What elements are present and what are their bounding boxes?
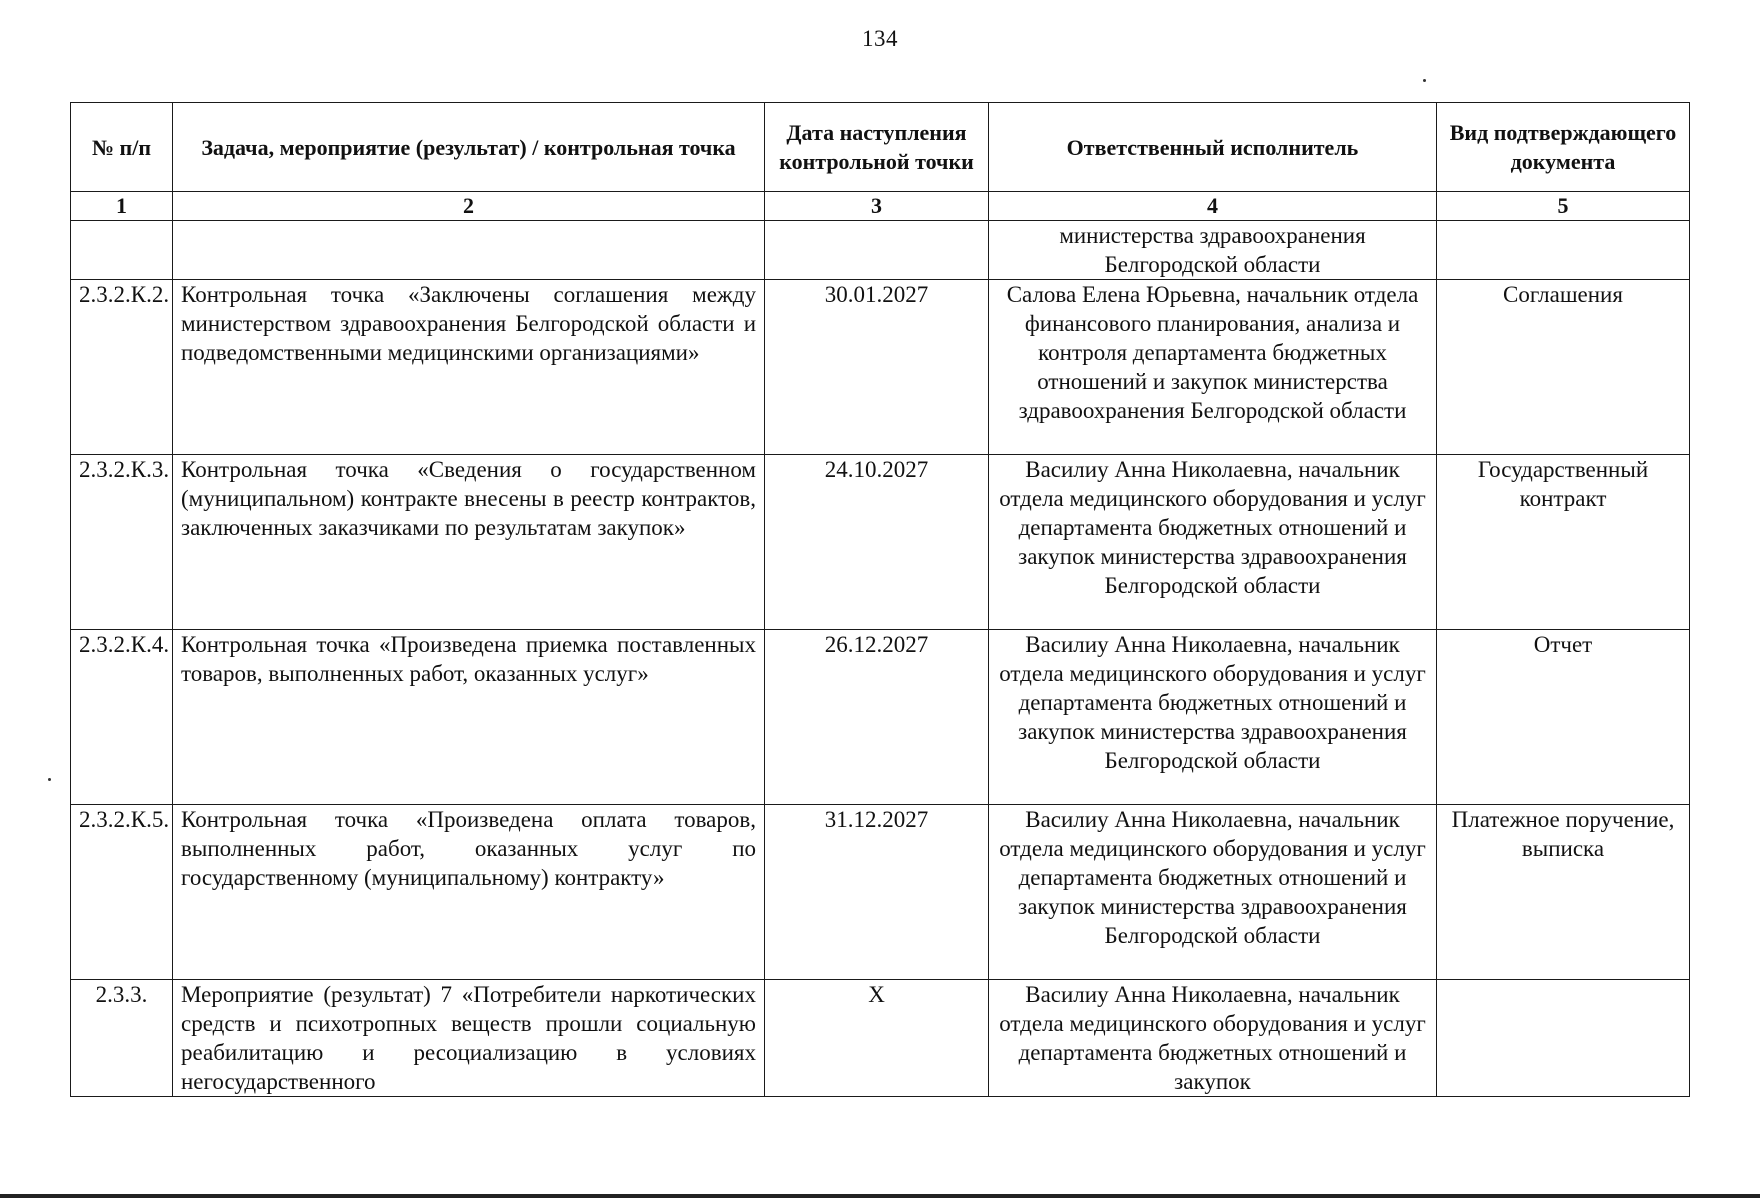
- header-document: Вид подтверждающего документа: [1437, 103, 1690, 192]
- row-executor: Василиу Анна Николаевна, начальник отдела медицинского оборудования и услуг департамента бюджетных отношений и закупок: [989, 980, 1437, 1097]
- row-number: [71, 221, 173, 280]
- row-executor: Василиу Анна Николаевна, начальник отдела медицинского оборудования и услуг департамента бюджетных отношений и закупок министерства здравоохранения Белгородской области: [989, 805, 1437, 980]
- row-number: 2.3.3.: [71, 980, 173, 1097]
- row-task: Контрольная точка «Сведения о государственном (муниципальном) контракте внесены в реестр контрактов, заключенных заказчиками по результатам закупок»: [173, 455, 765, 630]
- column-number: 3: [765, 192, 989, 221]
- row-document: Соглашения: [1437, 280, 1690, 455]
- table-row: [71, 455, 1690, 630]
- row-task: Контрольная точка «Произведена приемка поставленных товаров, выполненных работ, оказанных услуг»: [173, 630, 765, 805]
- header-task: Задача, мероприятие (результат) / контрольная точка: [173, 103, 765, 192]
- row-executor: Салова Елена Юрьевна, начальник отдела финансового планирования, анализа и контроля департамента бюджетных отношений и закупок министерства здравоохранения Белгородской области: [989, 280, 1437, 455]
- row-document: [1437, 221, 1690, 280]
- row-document: Отчет: [1437, 630, 1690, 805]
- scan-speck: [1423, 79, 1426, 82]
- row-document: Государственный контракт: [1437, 455, 1690, 630]
- column-number: 1: [71, 192, 173, 221]
- table-row: [71, 280, 1690, 455]
- column-number: 4: [989, 192, 1437, 221]
- row-number: 2.3.2.К.4.: [71, 630, 173, 805]
- row-document: [1437, 980, 1690, 1097]
- row-date: 30.01.2027: [765, 280, 989, 455]
- row-number: 2.3.2.К.5.: [71, 805, 173, 980]
- row-number: 2.3.2.К.2.: [71, 280, 173, 455]
- table-body: [71, 221, 1690, 1097]
- row-executor: министерства здравоохранения Белгородской области: [989, 221, 1437, 280]
- page-bottom-rule: [0, 1194, 1760, 1198]
- row-task: Контрольная точка «Произведена оплата товаров, выполненных работ, оказанных услуг по государственному (муниципальному) контракту»: [173, 805, 765, 980]
- page-number: 134: [862, 26, 898, 51]
- column-number: 2: [173, 192, 765, 221]
- row-number: 2.3.2.К.3.: [71, 455, 173, 630]
- table-row: [71, 805, 1690, 980]
- table-row: [71, 221, 1690, 280]
- header-executor: Ответственный исполнитель: [989, 103, 1437, 192]
- row-task: Контрольная точка «Заключены соглашения между министерством здравоохранения Белгородской области и подведомственными медицинскими организациями»: [173, 280, 765, 455]
- row-date: [765, 221, 989, 280]
- row-date: 26.12.2027: [765, 630, 989, 805]
- row-executor: Василиу Анна Николаевна, начальник отдела медицинского оборудования и услуг департамента бюджетных отношений и закупок министерства здравоохранения Белгородской области: [989, 455, 1437, 630]
- header-date: Дата наступления контрольной точки: [765, 103, 989, 192]
- column-number-row: [71, 192, 1690, 221]
- column-number: 5: [1437, 192, 1690, 221]
- row-task: [173, 221, 765, 280]
- table-header: [71, 103, 1690, 221]
- control-points-table: [70, 102, 1690, 1097]
- row-date: 24.10.2027: [765, 455, 989, 630]
- row-task: Мероприятие (результат) 7 «Потребители наркотических средств и психотропных веществ прошли социальную реабилитацию и ресоциализацию в условиях негосударственного: [173, 980, 765, 1097]
- scan-speck: [48, 778, 51, 781]
- table-row: [71, 980, 1690, 1097]
- row-date: Х: [765, 980, 989, 1097]
- table-row: [71, 630, 1690, 805]
- header-row: [71, 103, 1690, 192]
- row-executor: Василиу Анна Николаевна, начальник отдела медицинского оборудования и услуг департамента бюджетных отношений и закупок министерства здравоохранения Белгородской области: [989, 630, 1437, 805]
- header-number: № п/п: [71, 103, 173, 192]
- row-document: Платежное поручение, выписка: [1437, 805, 1690, 980]
- row-date: 31.12.2027: [765, 805, 989, 980]
